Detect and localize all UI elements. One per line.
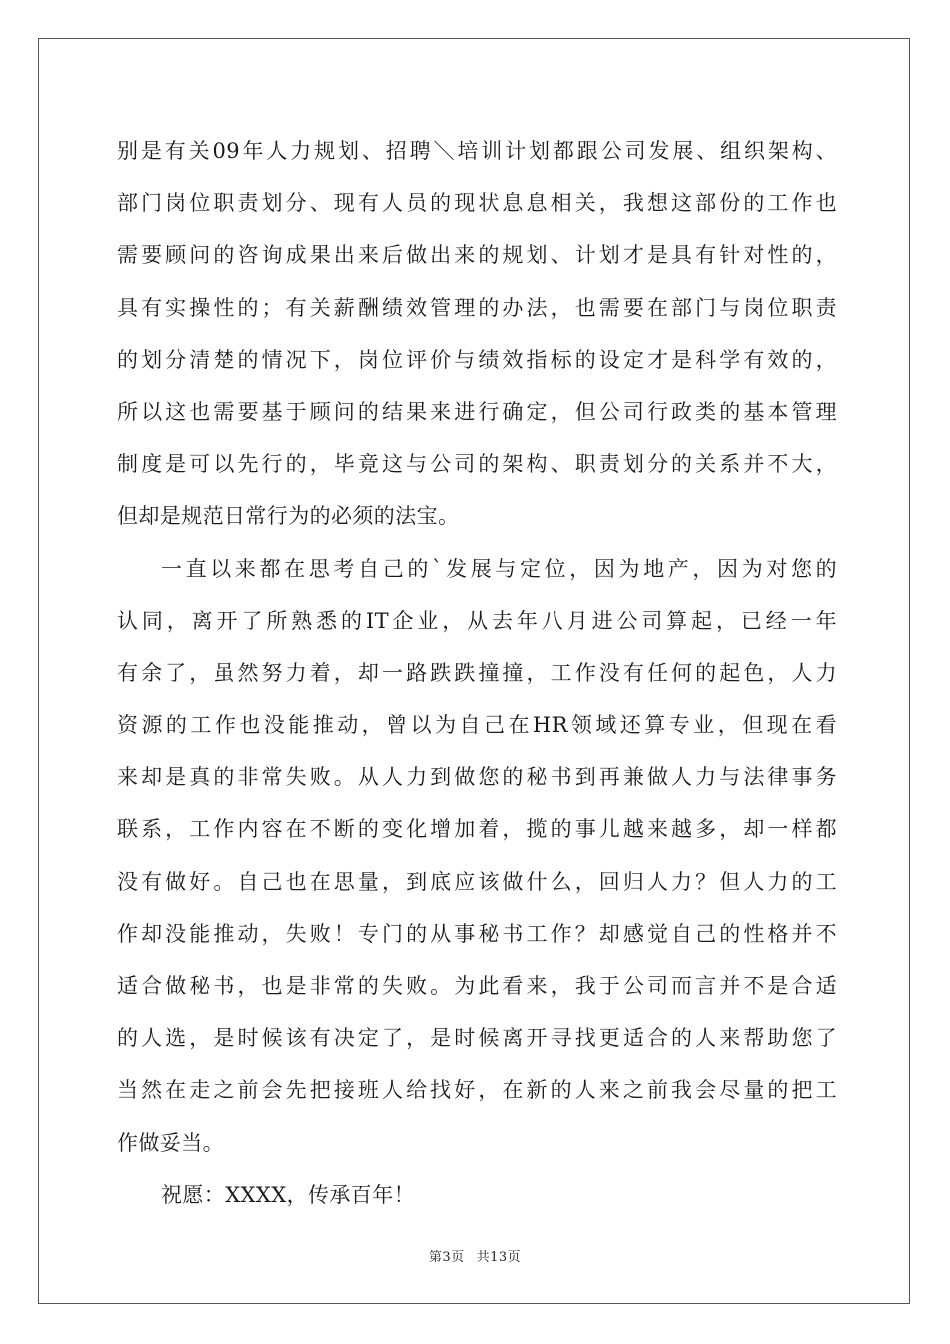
text-line: 所以这也需要基于顾问的结果来进行确定，但公司行政类的基本管理	[117, 399, 837, 424]
page-footer	[0, 1246, 950, 1265]
page-number: 第3页	[428, 1250, 465, 1265]
text-line: 需要顾问的咨询成果出来后做出来的规划、计划才是具有针对性的，	[117, 243, 837, 268]
document-body	[117, 125, 837, 1221]
text-line: 作做妥当。	[117, 1130, 224, 1155]
text-line: 具有实操性的；有关薪酬绩效管理的办法，也需要在部门与岗位职责	[117, 295, 837, 320]
text-line: 但却是规范日常行为的必须的法宝。	[117, 504, 460, 529]
text-line: 别是有关09年人力规划、招聘＼培训计划都跟公司发展、组织架构、	[117, 139, 837, 163]
text-line: 当然在走之前会先把接班人给找好，在新的人来之前我会尽量的把工	[117, 1078, 837, 1103]
text-line: 来却是真的非常失败。从人力到做您的秘书到再兼做人力与法律事务	[117, 765, 837, 790]
page-total: 共13页	[476, 1250, 522, 1265]
text-line: 有余了，虽然努力着，却一路跌跌撞撞，工作没有任何的起色，人力	[117, 660, 837, 685]
text-line: 一直以来都在思考自己的`发展与定位，因为地产，因为对您的	[161, 556, 837, 581]
text-line: 的划分清楚的情况下，岗位评价与绩效指标的设定才是科学有效的，	[117, 347, 837, 372]
text-line: 制度是可以先行的，毕竟这与公司的架构、职责划分的关系并不大，	[117, 452, 837, 477]
text-line: 的人选，是时候该有决定了，是时候离开寻找更适合的人来帮助您了	[117, 1026, 837, 1051]
text-line: 资源的工作也没能推动，曾以为自己在HR领域还算专业，但现在看	[117, 713, 837, 738]
text-line: 联系，工作内容在不断的变化增加着，揽的事儿越来越多，却一样都	[117, 817, 837, 842]
text-line: 部门岗位职责划分、现有人员的现状息息相关，我想这部份的工作也	[117, 191, 837, 216]
text-line: 作却没能推动，失败！专门的从事秘书工作？却感觉自己的性格并不	[117, 921, 837, 946]
closing-line: 祝愿：XXXX，传承百年！	[161, 1182, 415, 1207]
text-line: 没有做好。自己也在思量，到底应该做什么，回归人力？但人力的工	[117, 869, 837, 894]
text-line: 适合做秘书，也是非常的失败。为此看来，我于公司而言并不是合适	[117, 974, 837, 998]
text-line: 认同，离开了所熟悉的IT企业，从去年八月进公司算起，已经一年	[117, 608, 837, 633]
